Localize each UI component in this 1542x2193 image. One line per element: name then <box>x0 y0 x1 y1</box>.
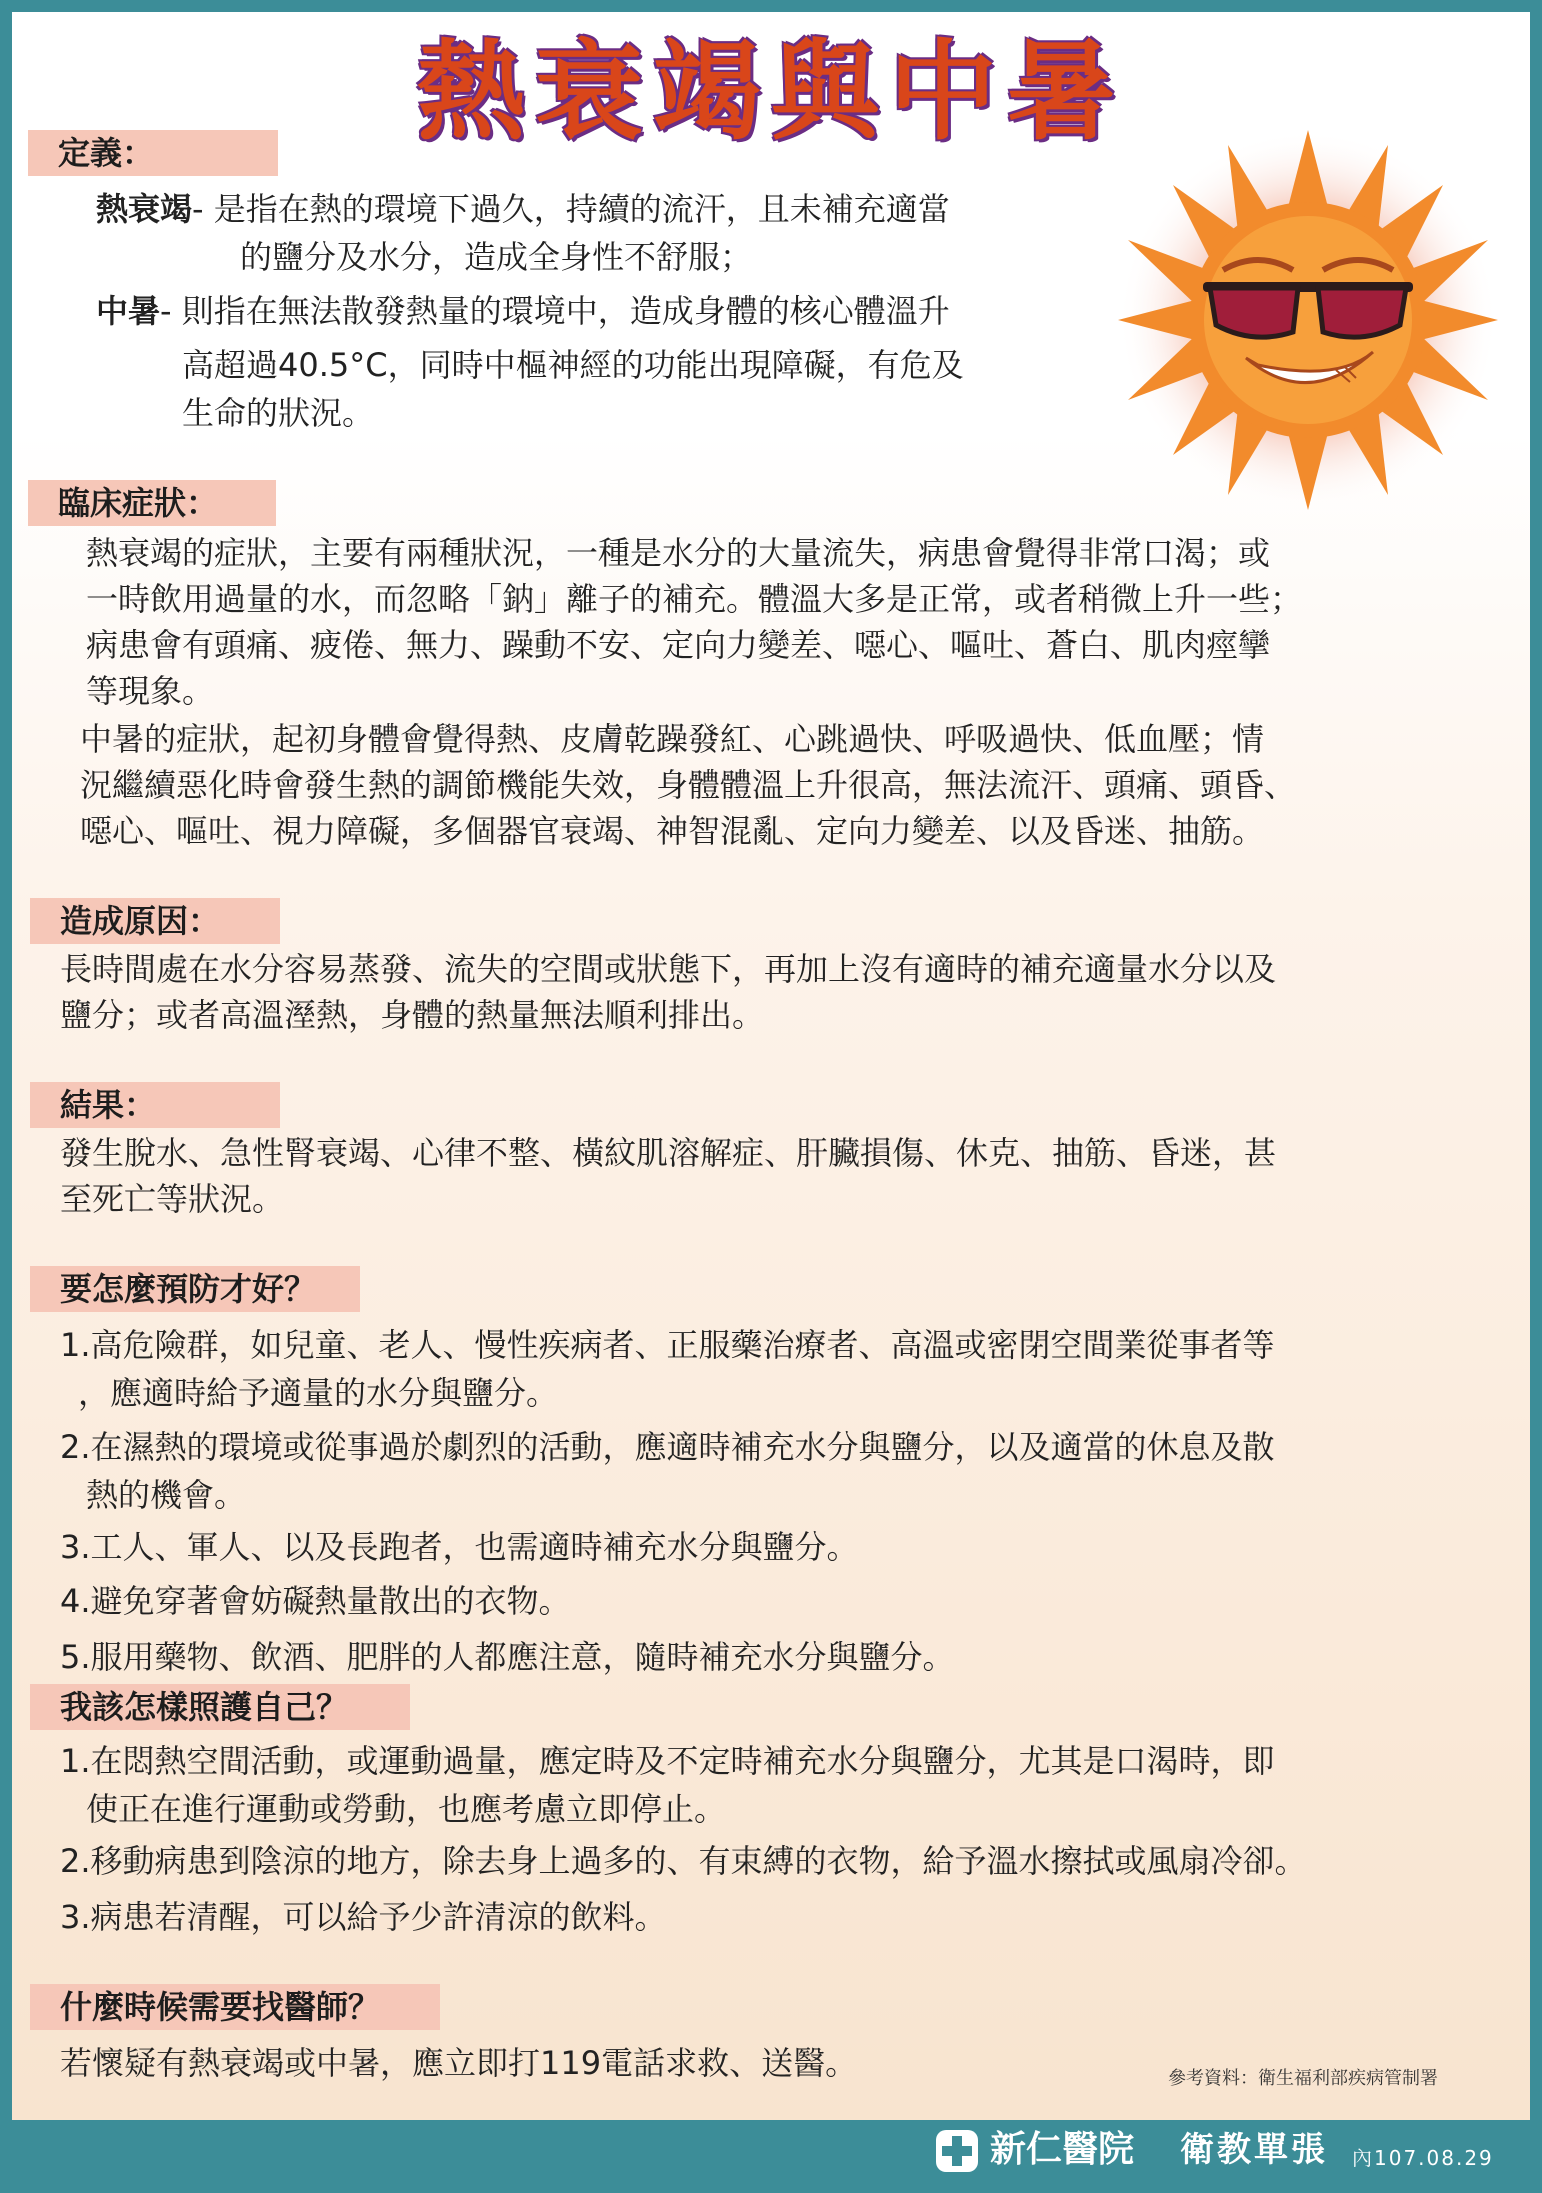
hospital-logo-icon <box>934 2128 980 2174</box>
see-doctor-line: 若懷疑有熱衰竭或中暑，應立即打119電話求救、送醫。 <box>60 2044 858 2082</box>
self-care-line: 3.病患若清醒，可以給予少許清涼的飲料。 <box>60 1898 667 1936</box>
sun-with-sunglasses-icon <box>1098 120 1518 520</box>
heatstroke-term: 中暑 <box>96 292 161 330</box>
symptoms-heading: 臨床症狀： <box>28 480 276 526</box>
definition-heat-exhaustion-line1 <box>96 186 950 232</box>
hospital-name: 新仁醫院 <box>990 2129 1135 2170</box>
sheet-code: 內107.08.29 <box>1352 2146 1494 2170</box>
heat-exhaustion-term: 熱衰竭 <box>96 190 193 228</box>
results-line: 至死亡等狀況。 <box>60 1180 285 1218</box>
self-care-heading: 我該怎樣照護自己？ <box>30 1684 410 1730</box>
prevention-line: 2.在濕熱的環境或從事過於劇烈的活動，應適時補充水分與鹽分，以及適當的休息及散 <box>60 1428 1275 1466</box>
see-doctor-heading: 什麼時候需要找醫師？ <box>30 1984 440 2030</box>
prevention-line: 5.服用藥物、飲酒、肥胖的人都應注意，隨時補充水分與鹽分。 <box>60 1638 955 1676</box>
symptoms-line: 熱衰竭的症狀，主要有兩種狀況，一種是水分的大量流失，病患會覺得非常口渴；或 <box>86 534 1271 572</box>
symptoms-line: 中暑的症狀，起初身體會覺得熱、皮膚乾躁發紅、心跳過快、呼吸過快、低血壓；情 <box>80 720 1265 758</box>
prevention-line: 3.工人、軍人、以及長跑者，也需適時補充水分與鹽分。 <box>60 1528 859 1566</box>
causes-line: 鹽分；或者高溫溼熱，身體的熱量無法順利排出。 <box>60 996 765 1034</box>
symptoms-line: 等現象。 <box>86 672 215 710</box>
prevention-line: 熱的機會。 <box>86 1476 247 1514</box>
page-title: 熱衰竭與中暑 <box>416 30 1125 155</box>
prevention-line: 4.避免穿著會妨礙熱量散出的衣物。 <box>60 1582 571 1620</box>
definition-heat-exhaustion-line2: 的鹽分及水分，造成全身性不舒服； <box>240 238 753 276</box>
prevention-line: ，應適時給予適量的水分與鹽分。 <box>78 1374 559 1412</box>
sheet-label: 衛教單張 <box>1180 2130 1328 2170</box>
results-line: 發生脫水、急性腎衰竭、心律不整、橫紋肌溶解症、肝臟損傷、休克、抽筋、昏迷，甚 <box>60 1134 1277 1172</box>
reference-note: 參考資料：衛生福利部疾病管制署 <box>1168 2068 1438 2089</box>
prevention-heading: 要怎麼預防才好？ <box>30 1266 360 1312</box>
results-heading: 結果： <box>30 1082 280 1128</box>
definition-heatstroke-line3: 生命的狀況。 <box>182 394 375 432</box>
definition-heatstroke-line1 <box>96 288 950 334</box>
heat-exhaustion-text: - 是指在熱的環境下過久，持續的流汗，且未補充適當 <box>192 190 950 228</box>
definition-heading: 定義： <box>28 130 278 176</box>
symptoms-line: 病患會有頭痛、疲倦、無力、躁動不安、定向力變差、噁心、嘔吐、蒼白、肌肉痙攣 <box>86 626 1271 664</box>
symptoms-line: 一時飲用過量的水，而忽略「鈉」離子的補充。體溫大多是正常，或者稍微上升一些； <box>86 580 1303 618</box>
causes-heading: 造成原因： <box>30 898 280 944</box>
self-care-line: 1.在悶熱空間活動，或運動過量，應定時及不定時補充水分與鹽分，尤其是口渴時，即 <box>60 1742 1275 1780</box>
prevention-line: 1.高危險群，如兒童、老人、慢性疾病者、正服藥治療者、高溫或密閉空間業從事者等 <box>60 1326 1275 1364</box>
symptoms-line: 噁心、嘔吐、視力障礙，多個器官衰竭、神智混亂、定向力變差、以及昏迷、抽筋。 <box>80 812 1265 850</box>
self-care-line: 使正在進行運動或勞動，也應考慮立即停止。 <box>86 1790 727 1828</box>
heatstroke-text: - 則指在無法散發熱量的環境中，造成身體的核心體溫升 <box>160 292 950 330</box>
causes-line: 長時間處在水分容易蒸發、流失的空間或狀態下，再加上沒有適時的補充適量水分以及 <box>60 950 1277 988</box>
self-care-line: 2.移動病患到陰涼的地方，除去身上過多的、有束縛的衣物，給予溫水擦拭或風扇冷卻。 <box>60 1842 1307 1880</box>
definition-heatstroke-line2: 高超過40.5°C，同時中樞神經的功能出現障礙，有危及 <box>182 346 964 384</box>
symptoms-line: 況繼續惡化時會發生熱的調節機能失效，身體體溫上升很高，無法流汗、頭痛、頭昏、 <box>80 766 1297 804</box>
